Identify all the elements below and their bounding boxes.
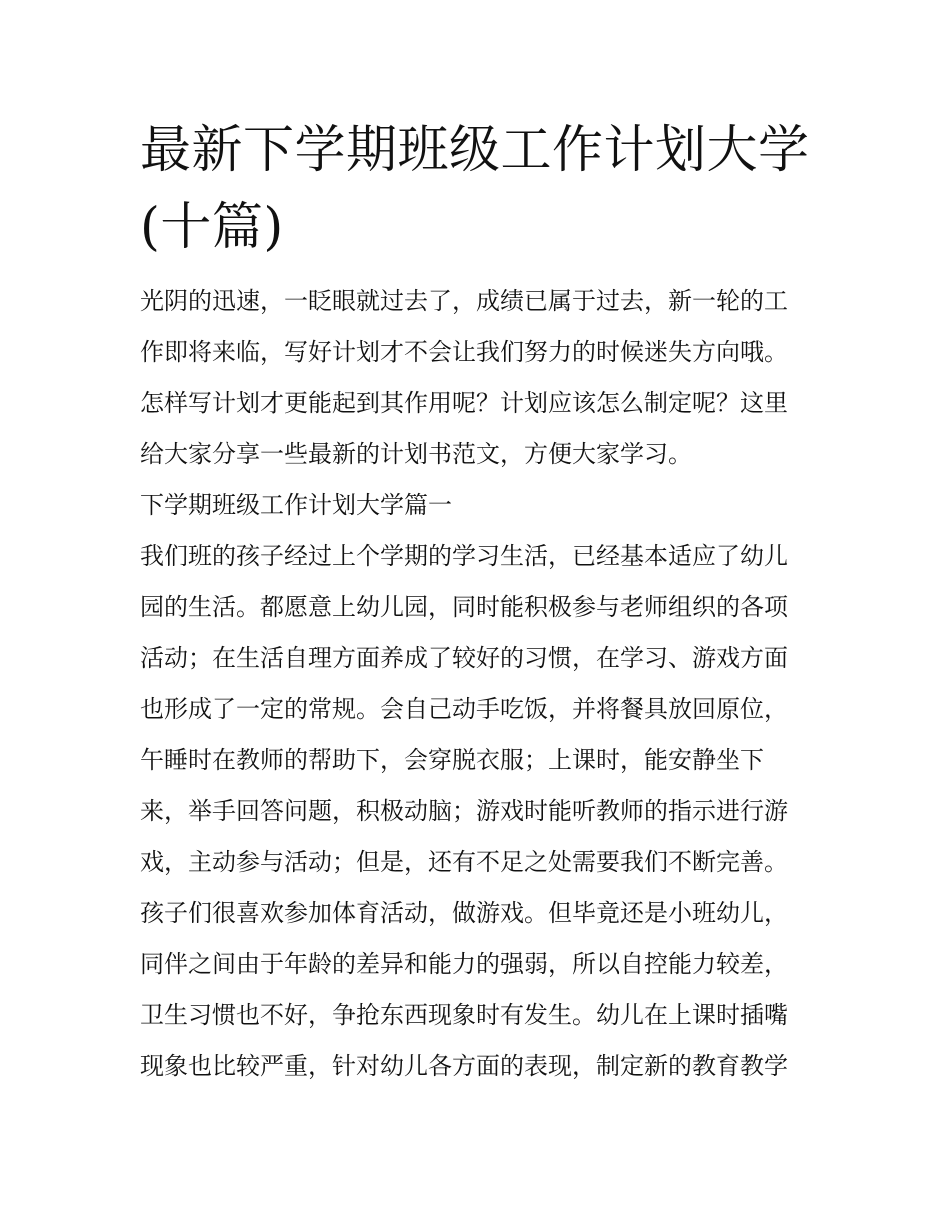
section-line: 卫生习惯也不好，争抢东西现象时有发生。幼儿在上课时插嘴 <box>140 1001 788 1029</box>
section-line: 孩子们很喜欢参加体育活动，做游戏。但毕竟还是小班幼儿， <box>140 899 788 927</box>
section-line: 园的生活。都愿意上幼儿园，同时能积极参与老师组织的各项 <box>140 593 788 621</box>
section-paragraph <box>140 531 816 1092</box>
title-line-1: 最新下学期班级工作计划大学 <box>140 121 810 180</box>
section-line: 我们班的孩子经过上个学期的学习生活，已经基本适应了幼儿 <box>140 542 788 570</box>
section-line: 来，举手回答问题，积极动脑；游戏时能听教师的指示进行游 <box>140 797 788 825</box>
intro-line: 作即将来临，写好计划才不会让我们努力的时候迷失方向哦。 <box>140 338 788 366</box>
section-line: 同伴之间由于年龄的差异和能力的强弱，所以自控能力较差， <box>140 950 788 978</box>
section-line: 戏，主动参与活动；但是，还有不足之处需要我们不断完善。 <box>140 848 788 876</box>
section-heading: 下学期班级工作计划大学篇一 <box>140 491 452 519</box>
document-body <box>140 276 816 1092</box>
intro-line: 光阴的迅速，一眨眼就过去了，成绩已属于过去，新一轮的工 <box>140 287 788 315</box>
intro-line: 怎样写计划才更能起到其作用呢？计划应该怎么制定呢？这里 <box>140 389 788 417</box>
intro-line: 给大家分享一些最新的计划书范文，方便大家学习。 <box>140 440 692 468</box>
section-line: 也形成了一定的常规。会自己动手吃饭，并将餐具放回原位， <box>140 695 788 723</box>
document-title <box>140 112 820 266</box>
intro-paragraph <box>140 276 816 480</box>
title-line-2: (十篇) <box>140 198 284 257</box>
section-line: 午睡时在教师的帮助下，会穿脱衣服；上课时，能安静坐下 <box>140 746 764 774</box>
section-line: 活动；在生活自理方面养成了较好的习惯，在学习、游戏方面 <box>140 644 788 672</box>
section-line: 现象也比较严重，针对幼儿各方面的表现，制定新的教育教学 <box>140 1052 788 1080</box>
